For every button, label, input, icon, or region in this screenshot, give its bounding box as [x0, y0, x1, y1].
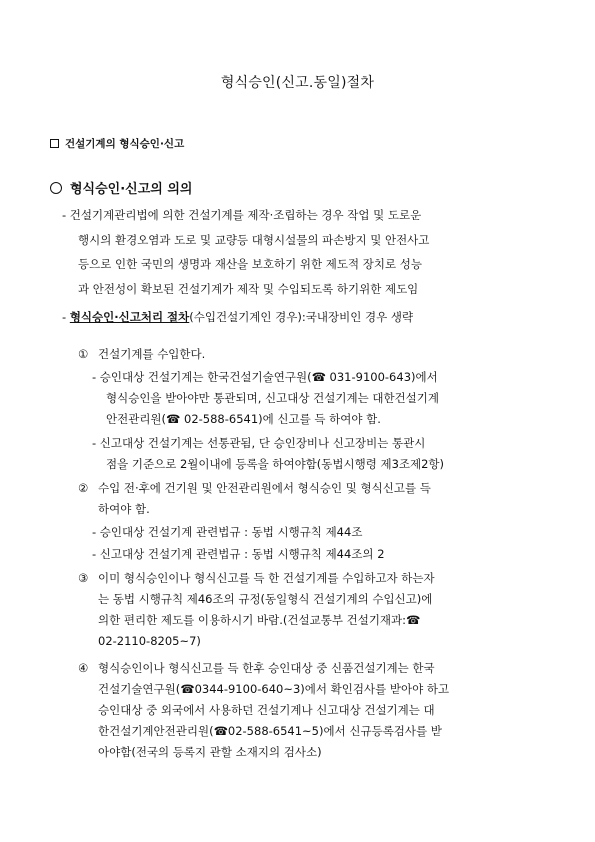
- meaning-line: 등으로 인한 국민의 생명과 재산을 보호하기 위한 제도적 장치로 성능: [78, 257, 422, 271]
- step-4: [78, 658, 449, 763]
- meaning-paragraph: [62, 203, 552, 301]
- step-text: 한건설기계안전관리원(☎02-588-6541~5)에서 신규등록검사를 받: [98, 724, 442, 738]
- sub-line: - 신고대상 건설기계는 선통관됨, 단 승인장비나 신고장비는 통관시: [92, 436, 426, 450]
- square-bullet-icon: [50, 139, 59, 148]
- step-2-sub-2: [92, 544, 385, 565]
- procedure-dash: -: [62, 310, 70, 324]
- step-3: [78, 568, 435, 652]
- page-title: 형식승인(신고.동일)절차: [220, 75, 375, 91]
- section-heading: [50, 136, 184, 151]
- step-text: 의한 편리한 제도를 이용하시기 바람.(건설교통부 건설기재과:☎: [98, 613, 421, 627]
- step-text: 는 동법 시행규칙 제46조의 규정(동일형식 건설기계의 수입신고)에: [98, 592, 433, 606]
- step-text: 하여야 함.: [98, 502, 150, 516]
- step-text: 승인대상 중 외국에서 사용하던 건설기계나 신고대상 건설기계는 대: [98, 703, 435, 717]
- section-heading-text: 건설기계의 형식승인·신고: [65, 138, 185, 150]
- procedure-underlined-title: 형식승인·신고처리 절차: [69, 310, 190, 324]
- step-text: 건설기계를 수입한다.: [98, 347, 206, 361]
- sub-line: 형식승인을 받아야만 통관되며, 신고대상 건설기계는 대한건설기계: [106, 391, 439, 405]
- step-2-sub-1: [92, 522, 362, 543]
- sub-line: 안전관리원(☎ 02-588-6541)에 신고를 득 하여야 함.: [106, 412, 381, 426]
- step-1: [78, 344, 205, 365]
- procedure-heading: [62, 309, 413, 325]
- step-text: 수입 전·후에 건기원 및 안전관리원에서 형식승인 및 형식신고를 득: [98, 481, 431, 495]
- meaning-line: 행시의 환경오염과 도로 및 교량등 대형시설물의 파손방지 및 안전사고: [78, 232, 430, 247]
- step-number: ④: [78, 661, 89, 675]
- sub-line: 점을 기준으로 2월이내에 등록을 하여야함(동법시행령 제3조제2항): [106, 457, 445, 471]
- step-1-sub-1: [92, 367, 439, 430]
- step-1-sub-2: [92, 433, 444, 475]
- meaning-line: - 건설기계관리법에 의한 건설기계를 제작·조립하는 경우 작업 및 도로운: [62, 208, 422, 222]
- step-2: [78, 478, 431, 520]
- step-text: 형식승인이나 형식신고를 득 한후 승인대상 중 신품건설기계는 한국: [98, 661, 435, 675]
- step-text: 02-2110-8205~7): [98, 634, 201, 648]
- circle-bullet-icon: [50, 182, 62, 194]
- subsection-heading: [50, 178, 193, 197]
- sub-line: - 신고대상 건설기계 관련법규 : 동법 시행규칙 제44조의 2: [92, 547, 385, 561]
- step-number: ①: [78, 347, 89, 361]
- procedure-note: (수입건설기계인 경우):국내장비인 경우 생략: [189, 310, 414, 324]
- sub-line: - 승인대상 건설기계는 한국건설기술연구원(☎ 031-9100-643)에서: [92, 370, 438, 384]
- step-text: 아야함(전국의 등록지 관할 소재지의 검사소): [98, 745, 322, 759]
- subsection-heading-text: 형식승인·신고의 의의: [70, 182, 193, 197]
- step-text: 이미 형식승인이나 형식신고를 득 한 건설기계를 수입하고자 하는자: [98, 571, 435, 585]
- step-number: ③: [78, 571, 89, 585]
- step-number: ②: [78, 481, 89, 495]
- sub-line: - 승인대상 건설기계 관련법규 : 동법 시행규칙 제44조: [92, 525, 363, 539]
- meaning-line: 과 안전성이 확보된 건설기계가 제작 및 수입되도록 하기위한 제도임: [78, 281, 419, 296]
- step-text: 건설기술연구원(☎0344-9100-640~3)에서 확인검사를 받아야 하고: [98, 682, 450, 696]
